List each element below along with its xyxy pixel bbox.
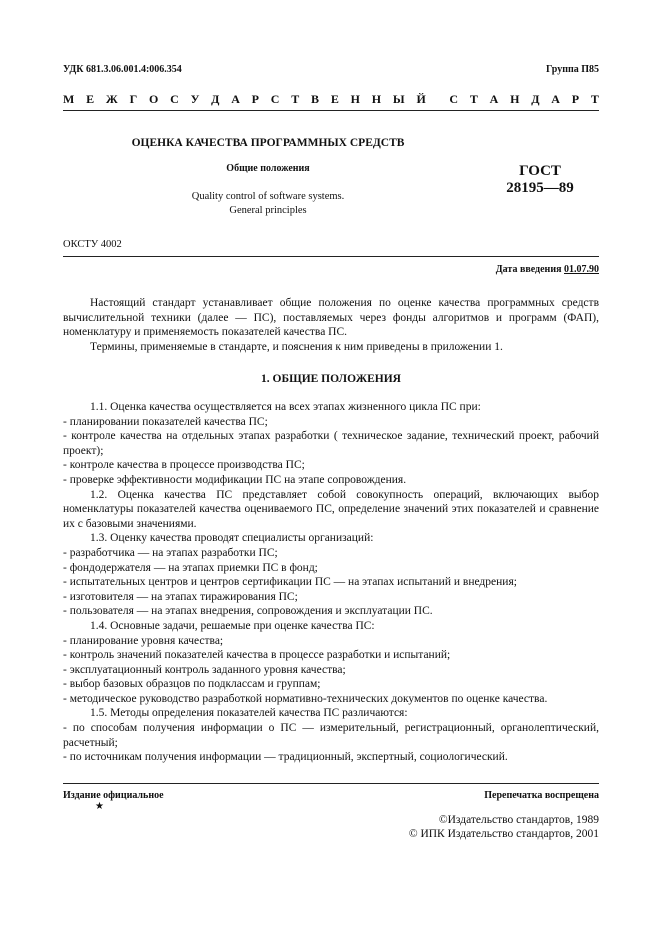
reprint-notice: Перепечатка воспрещена: [484, 790, 599, 801]
header-rule: [63, 110, 599, 111]
okstu-rule: [63, 256, 599, 257]
intro-paragraph: Термины, применяемые в стандарте, и пояснения к ним приведены в приложении 1.: [90, 340, 503, 353]
heading-letter: А: [551, 92, 560, 106]
heading-letter: Р: [251, 92, 259, 106]
heading-letter: А: [231, 92, 240, 106]
heading-letter: В: [311, 92, 320, 106]
heading-letter: Т: [469, 92, 478, 106]
okstu-code: ОКСТУ 4002: [63, 239, 122, 250]
heading-letter: С: [449, 92, 459, 106]
gost-label: ГОСТ: [519, 163, 561, 179]
star-icon: ★: [95, 801, 104, 812]
section-paragraph: 1.4. Основные задачи, решаемые при оценке качества ПС:: [90, 619, 375, 632]
heading-letter: С: [170, 92, 179, 106]
heading-letter: Г: [129, 92, 138, 106]
official-edition: Издание официальное: [63, 790, 164, 801]
heading-letter: Ж: [105, 92, 118, 106]
footer-rule: [63, 783, 599, 784]
section-title: 1. ОБЩИЕ ПОЛОЖЕНИЯ: [261, 373, 401, 385]
section-paragraph: - по способам получения информации о ПС — измерительный, регистрационный, органолептический, расчетный;: [63, 722, 599, 749]
group-code: Группа П85: [546, 64, 599, 75]
intro-paragraph: Настоящий стандарт устанавливает общие положения по оценке качества программных средств вычислительной техники (далее — ПС), поставляемых через фонды алгоритмов и программ (ФАП), номенклатуру и применяемость показателей качества ПС.: [63, 297, 599, 339]
heading-letter: У: [190, 92, 200, 106]
section-body: [63, 400, 599, 765]
gost-number: [480, 163, 600, 197]
heading-letter: Е: [86, 92, 95, 106]
section-paragraph: 1.1. Оценка качества осуществляется на всех этапах жизненного цикла ПС при:: [90, 401, 481, 413]
heading-letter: Ы: [392, 92, 405, 106]
document-subtitle: Общие положения: [226, 163, 310, 174]
section-paragraph: - контроле качества в процессе производства ПС;: [63, 459, 305, 472]
section-paragraph: 1.5. Методы определения показателей качества ПС различаются:: [90, 707, 408, 720]
copyright-block: [409, 813, 599, 841]
heading-letter: О: [148, 92, 159, 106]
intro-block: [63, 296, 599, 354]
heading-letter: М: [63, 92, 75, 106]
heading-letter: Е: [330, 92, 339, 106]
gost-code: 28195—89: [506, 180, 574, 196]
section-paragraph: - контроле качества на отдельных этапах разработки ( техническое задание, технический проект, рабочий проект);: [63, 430, 599, 457]
heading-letter: А: [489, 92, 499, 106]
section-paragraph: - разработчика — на этапах разработки ПС;: [63, 546, 278, 559]
section-paragraph: 1.3. Оценку качества проводят специалисты организаций:: [90, 532, 374, 545]
heading-letter: Д: [211, 92, 220, 106]
section-paragraph: - пользователя — на этапах внедрения, сопровождения и эксплуатации ПС.: [63, 605, 433, 618]
english-title-line: Quality control of software systems.: [191, 191, 345, 202]
introduction-date: [496, 264, 599, 275]
section-paragraph: - фондодержателя — на этапах приемки ПС в фонд;: [63, 561, 318, 574]
date-value: 01.07.90: [564, 264, 599, 275]
english-title: [63, 190, 473, 217]
section-paragraph: - выбор базовых образцов по подклассам и группам;: [63, 678, 321, 691]
section-paragraph: - планирование уровня качества;: [63, 634, 224, 647]
heading-letter: Н: [510, 92, 520, 106]
section-paragraph: - испытательных центров и центров сертификации ПС — на этапах испытаний и внедрения;: [63, 576, 517, 589]
heading-letter: Н: [371, 92, 382, 106]
date-label: Дата введения: [495, 264, 564, 275]
section-paragraph: - изготовителя — на этапах тиражирования ПС;: [63, 590, 298, 603]
heading-letter: Р: [571, 92, 580, 106]
section-paragraph: - проверке эффективности модификации ПС на этапе сопровождения.: [63, 473, 407, 486]
interstate-standard-heading: [63, 92, 599, 107]
section-paragraph: - эксплуатационный контроль заданного уровня качества;: [63, 663, 346, 676]
section-paragraph: - планировании показателей качества ПС;: [63, 415, 268, 428]
heading-letter: Н: [350, 92, 360, 106]
copyright-line: © ИПК Издательство стандартов, 2001: [408, 828, 599, 840]
heading-letter: Т: [590, 92, 599, 106]
heading-letter: С: [270, 92, 280, 106]
heading-letter: Й: [416, 92, 426, 106]
english-title-line: General principles: [229, 204, 307, 216]
document-title: ОЦЕНКА КАЧЕСТВА ПРОГРАММНЫХ СРЕДСТВ: [131, 137, 405, 149]
udk-code: УДК 681.3.06.001.4:006.354: [63, 64, 182, 75]
copyright-line: ©Издательство стандартов, 1989: [438, 814, 599, 826]
heading-letter: Т: [291, 92, 300, 106]
heading-letter: Д: [531, 92, 540, 106]
section-paragraph: - контроль значений показателей качества в процессе разработки и испытаний;: [63, 649, 451, 662]
section-paragraph: 1.2. Оценка качества ПС представляет собой совокупность операций, включающих выбор номенклатуры показателей качества оцениваемого ПС, определение значений этих показателей и сравнение их с базовыми значениями.: [63, 488, 599, 530]
section-paragraph: - методическое руководство разработкой нормативно-технических документов по оценке качества.: [63, 692, 548, 705]
section-paragraph: - по источникам получения информации — традиционный, экспертный, социологический.: [63, 751, 508, 764]
